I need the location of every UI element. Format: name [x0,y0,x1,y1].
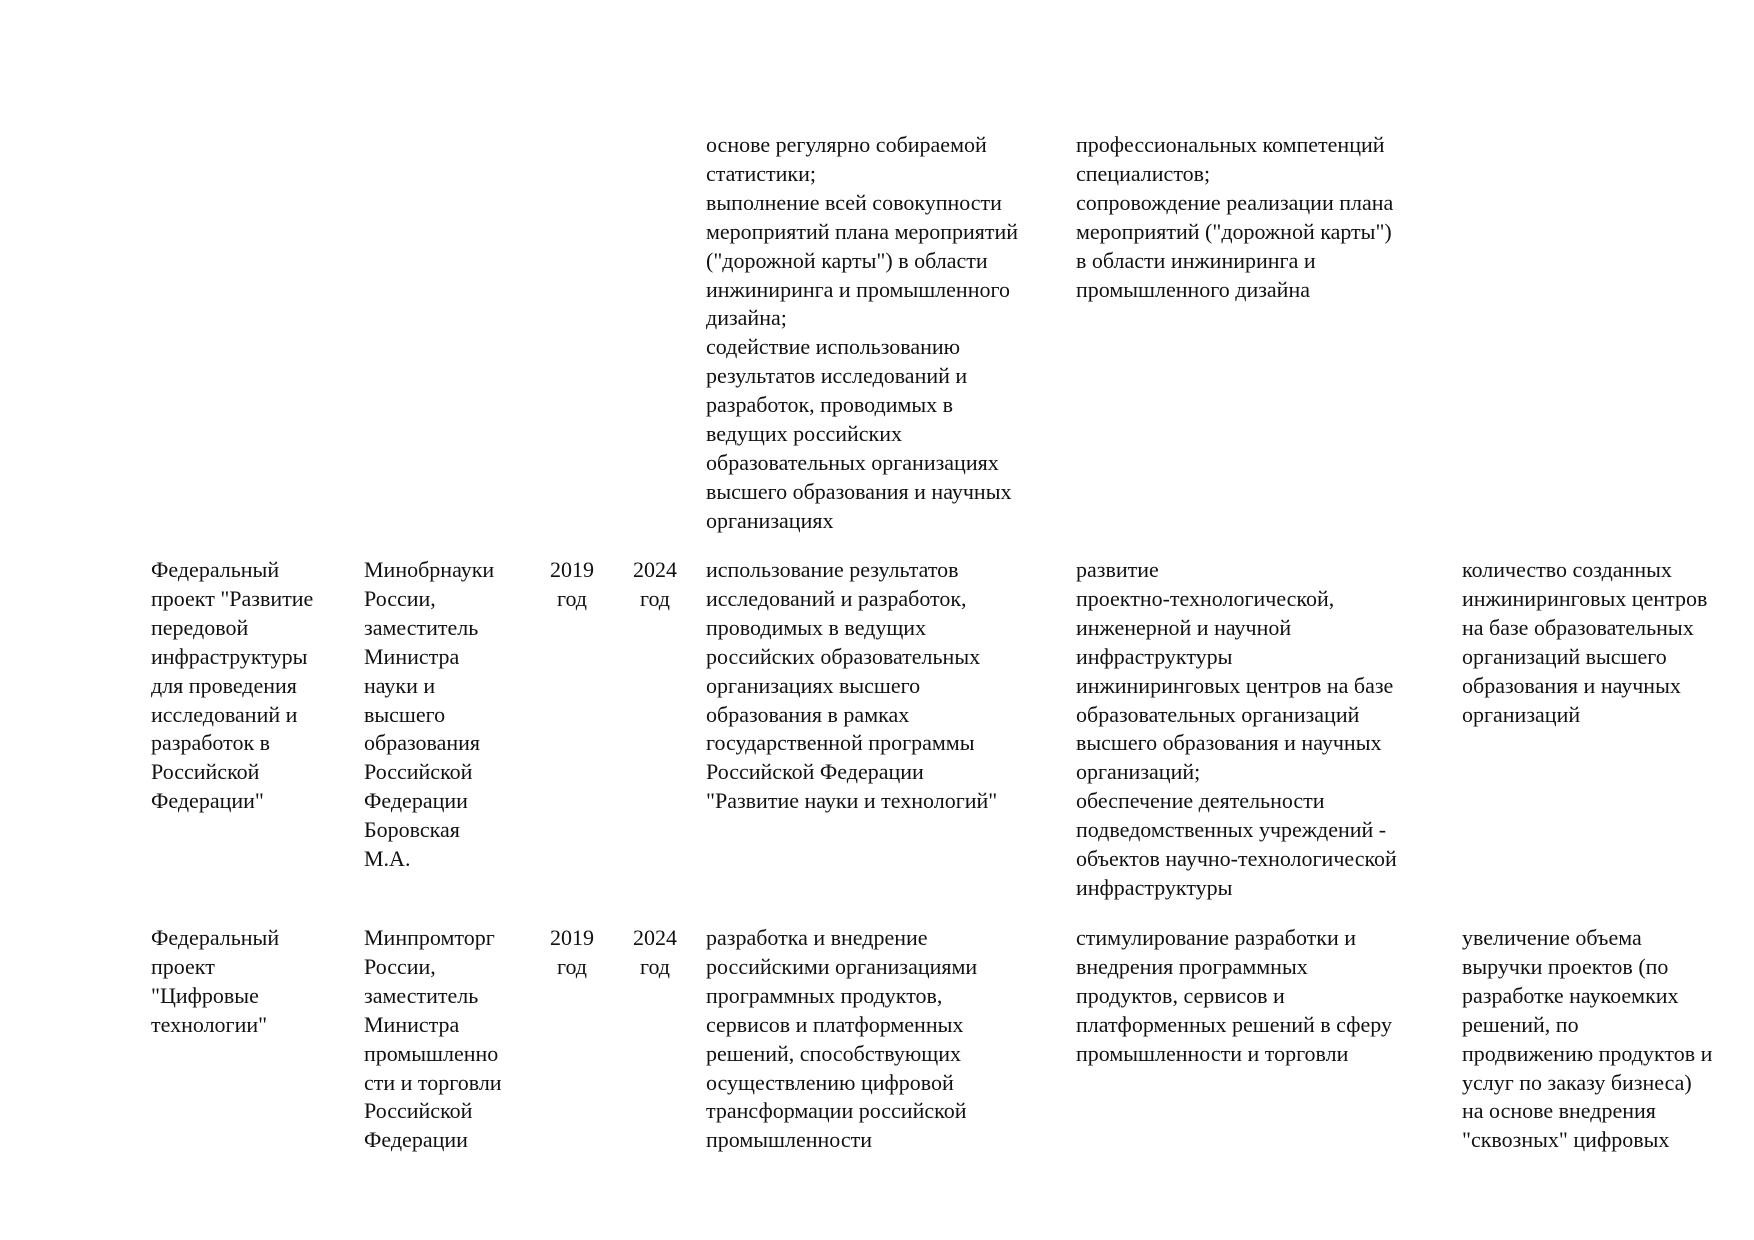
text-line: высшего образования и научных [1076,730,1382,756]
text-line: мероприятий ("дорожной карты") [1076,218,1392,244]
text-line: Российской [151,759,260,785]
text-line: услуг по заказу бизнеса) [1462,1069,1692,1095]
text-line: организаций [1462,701,1581,727]
text-line: 2024 [633,557,677,582]
text-line: образования и научных [1462,672,1681,698]
text-line: М.А. [364,846,411,872]
text-line: промышленного дизайна [1076,276,1310,302]
end-year-cell [627,556,683,614]
project-name-cell [151,556,313,816]
text-line: содействие использованию [706,334,961,360]
text-line: программных продуктов, [706,982,943,1008]
text-line: организациях высшего [706,672,921,698]
text-line: разработка и внедрение [706,925,928,950]
text-line: на основе внедрения [1462,1098,1656,1124]
text-line: 2019 [550,925,594,950]
text-line: технологии" [151,1011,268,1037]
text-line: Федерации [364,788,468,814]
text-line: продвижению продуктов и [1462,1040,1713,1066]
text-line: Министра [364,643,460,669]
start-year-cell [545,556,599,614]
text-line: для проведения [151,672,297,698]
text-line: промышленно [364,1040,499,1066]
project-name-cell [151,924,279,1040]
text-line: высшего [364,701,446,727]
text-line: стимулирование разработки и [1076,925,1357,950]
text-line: сервисов и платформенных [706,1011,964,1037]
tasks-cell [706,924,977,1155]
activities-cell [1076,556,1397,903]
text-line: год [639,953,671,979]
text-line: сти и торговли [364,1069,502,1095]
text-line: трансформации российской [706,1098,967,1124]
text-line: год [556,953,588,979]
indicators-cell [1462,924,1712,1155]
tasks-cell [706,556,997,816]
text-line: Российской Федерации [706,759,924,785]
activities-cell [1076,131,1393,304]
text-line: 2019 [550,557,594,582]
text-line: 2024 [633,925,677,950]
text-line: инжиниринговых центров [1462,585,1708,611]
text-line: Боровская [364,817,460,843]
text-line: результатов исследований и [706,363,968,389]
text-line: Министра [364,1011,460,1037]
text-line: год [556,585,588,611]
responsible-cell [364,556,494,874]
text-line: увеличение объема [1462,925,1642,950]
text-line: выручки проектов (по [1462,953,1669,979]
text-line: проектно-технологической, [1076,585,1335,611]
text-line: сопровождение реализации плана [1076,189,1394,215]
text-line: на базе образовательных [1462,614,1694,640]
indicators-cell [1462,556,1707,729]
text-line: Российской [364,1098,473,1124]
text-line: российскими организациями [706,953,978,979]
text-line: проводимых в ведущих [706,614,927,640]
text-line: платформенных решений в сферу [1076,1011,1392,1037]
text-line: Минобрнауки [364,557,495,582]
text-line: "сквозных" цифровых [1462,1127,1670,1153]
text-line: подведомственных учреждений - [1076,817,1387,843]
text-line: науки и [364,672,436,698]
text-line: образования в рамках [706,701,910,727]
text-line: год [639,585,671,611]
text-line: Минпромторг [364,925,495,950]
tasks-cell [706,131,1018,536]
text-line: развитие [1076,557,1159,582]
text-line: осуществлению цифровой [706,1069,954,1095]
text-line: промышленности [706,1127,872,1153]
text-line: высшего образования и научных [706,478,1012,504]
text-line: объектов научно-технологической [1076,846,1397,872]
text-line: внедрения программных [1076,953,1308,979]
text-line: России, [364,585,436,611]
text-line: "Развитие науки и технологий" [706,788,998,814]
text-line: заместитель [364,982,479,1008]
text-line: Федеральный [151,557,280,582]
text-line: Российской [364,759,473,785]
text-line: инфраструктуры [1076,643,1233,669]
text-line: основе регулярно собираемой [706,132,987,157]
text-line: инженерной и научной [1076,614,1292,640]
text-line: инжиниринговых центров на базе [1076,672,1394,698]
text-line: разработок в [151,730,271,756]
text-line: организациях [706,507,834,533]
text-line: разработке наукоемких [1462,982,1679,1008]
text-line: мероприятий плана мероприятий [706,218,1019,244]
text-line: проект [151,953,215,979]
text-line: исследований и [151,701,298,727]
text-line: Федеральный [151,925,280,950]
text-line: образования [364,730,481,756]
text-line: России, [364,953,436,979]
text-line: решений, способствующих [706,1040,961,1066]
text-line: решений, по [1462,1011,1579,1037]
text-line: специалистов; [1076,160,1211,186]
text-line: образовательных организациях [706,449,999,475]
text-line: государственной программы [706,730,975,756]
text-line: в области инжиниринга и [1076,247,1316,273]
text-line: выполнение всей совокупности [706,189,1002,215]
text-line: статистики; [706,160,816,186]
responsible-cell [364,924,502,1155]
text-line: промышленности и торговли [1076,1040,1349,1066]
text-line: "Цифровые [151,982,259,1008]
text-line: заместитель [364,614,479,640]
text-line: инфраструктуры [151,643,308,669]
text-line: образовательных организаций [1076,701,1360,727]
text-line: ("дорожной карты") в области [706,247,988,273]
text-line: передовой [151,614,249,640]
text-line: инжиниринга и промышленного [706,276,1010,302]
text-line: Федерации" [151,788,264,814]
text-line: исследований и разработок, [706,585,967,611]
text-line: российских образовательных [706,643,981,669]
text-line: организаций высшего [1462,643,1667,669]
text-line: ведущих российских [706,421,902,447]
text-line: проект "Развитие [151,585,314,611]
start-year-cell [545,924,599,982]
text-line: профессиональных компетенций [1076,132,1385,157]
end-year-cell [627,924,683,982]
text-line: продуктов, сервисов и [1076,982,1285,1008]
activities-cell [1076,924,1392,1069]
text-line: количество созданных [1462,557,1672,582]
text-line: дизайна; [706,305,787,331]
text-line: организаций; [1076,759,1201,785]
text-line: Федерации [364,1127,468,1153]
text-line: инфраструктуры [1076,874,1233,900]
text-line: использование результатов [706,557,959,582]
text-line: разработок, проводимых в [706,392,954,418]
text-line: обеспечение деятельности [1076,788,1325,814]
